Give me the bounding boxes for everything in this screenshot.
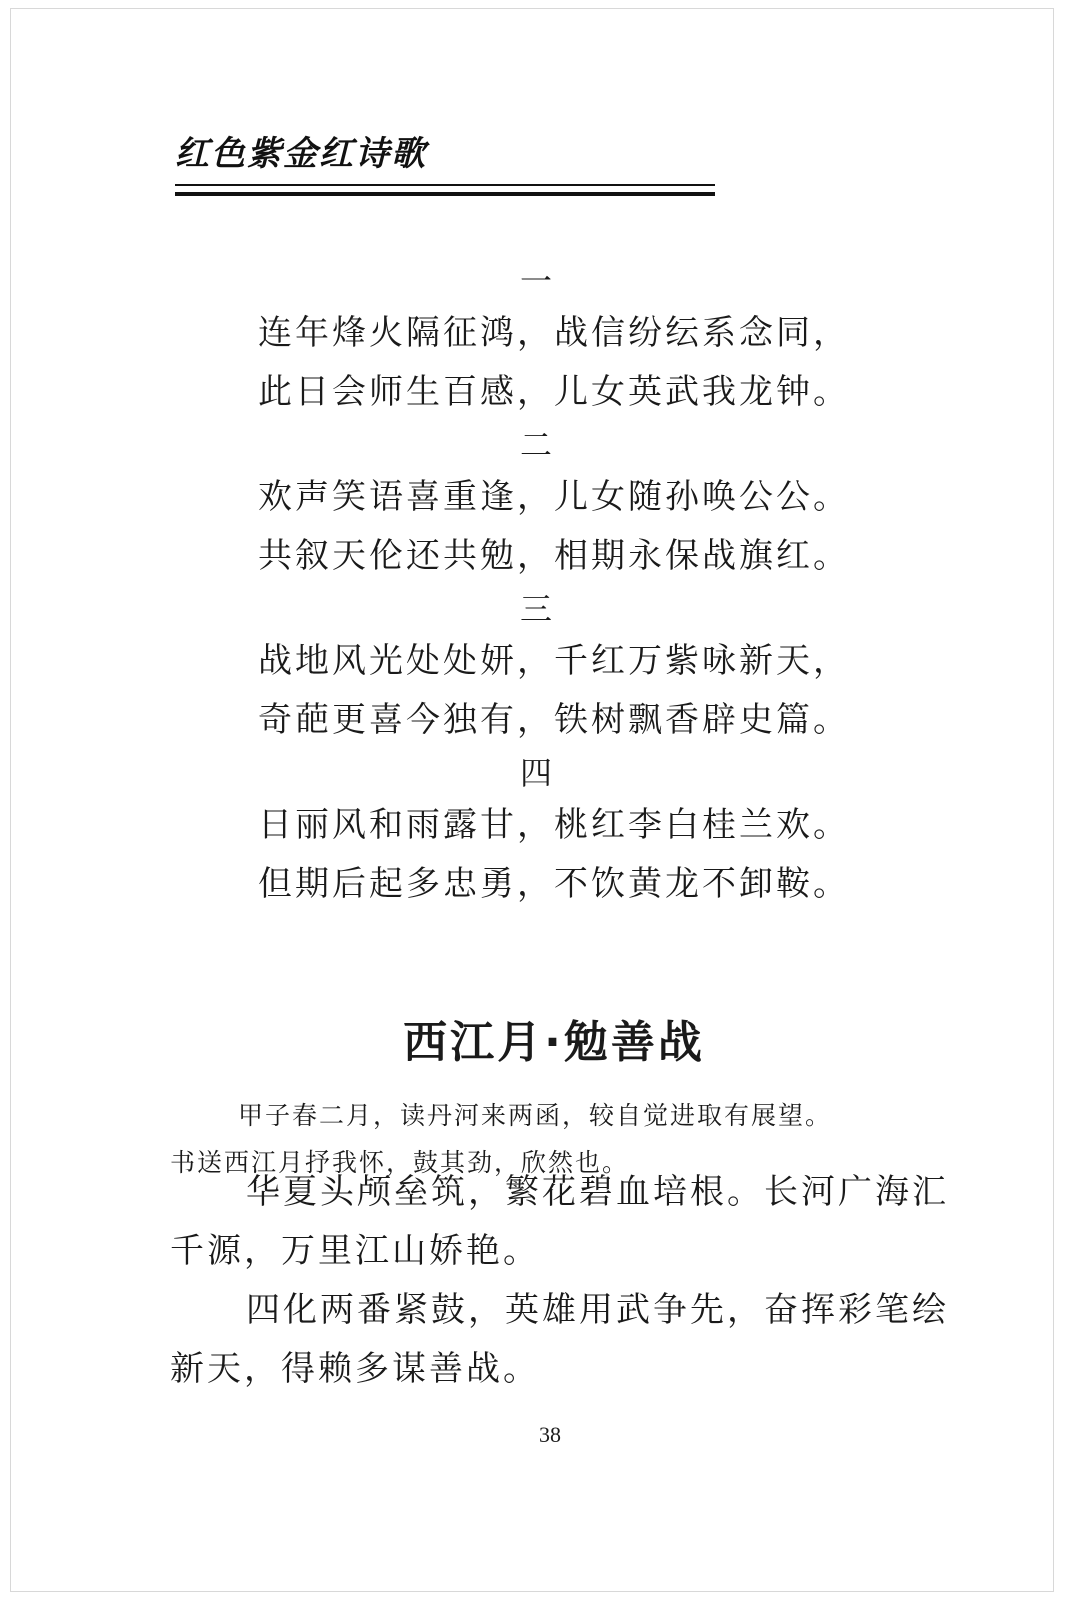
poem: [0, 258, 1068, 914]
running-head-title: 红色紫金红诗歌: [175, 134, 427, 174]
stanza: [0, 258, 1068, 422]
verse-line: 连年烽火隔征鸿，战信纷纭系念同，: [258, 313, 850, 353]
verse-line: 欢声笑语喜重逢，儿女随孙唤公公。: [258, 477, 850, 517]
verse-line: 战地风光处处妍，千红万紫咏新天，: [258, 641, 850, 681]
verse-line: 日丽风和雨露甘，桃红李白桂兰欢。: [258, 805, 850, 845]
verse-line: 奇葩更喜今独有，铁树飘香辟史篇。: [258, 700, 850, 740]
header-rule-thick: [175, 192, 715, 196]
verse-line: 共叙天伦还共勉，相期永保战旗红。: [258, 536, 850, 576]
lyric-paragraph: 四化两番紧鼓，英雄用武争先，奋挥彩笔绘新天，得赖多谋善战。: [170, 1290, 949, 1389]
page-number: 38: [539, 1422, 561, 1447]
stanza: [0, 586, 1068, 750]
preface-line: 甲子春二月，读丹河来两函，较自觉进取有展望。: [238, 1101, 833, 1130]
header-rule-thin: [175, 184, 715, 186]
lyric-paragraph: 华夏头颅垒筑，繁花碧血培根。长河广海汇千源，万里江山娇艳。: [170, 1172, 949, 1271]
stanza-number: 三: [519, 590, 552, 628]
section-title: 西江月·勉善战: [403, 1017, 705, 1068]
section-lyric: [170, 1163, 950, 1399]
stanza: [0, 750, 1068, 914]
stanza-number: 二: [519, 426, 552, 464]
verse-line: 此日会师生百感，儿女英武我龙钟。: [258, 372, 850, 412]
stanza-number: 四: [519, 754, 552, 792]
stanza-number: 一: [519, 262, 552, 300]
verse-line: 但期后起多忠勇，不饮黄龙不卸鞍。: [258, 864, 850, 904]
preface-line: 书送西江月抒我怀，鼓其劲，欣然也。: [170, 1148, 630, 1177]
stanza: [0, 422, 1068, 586]
